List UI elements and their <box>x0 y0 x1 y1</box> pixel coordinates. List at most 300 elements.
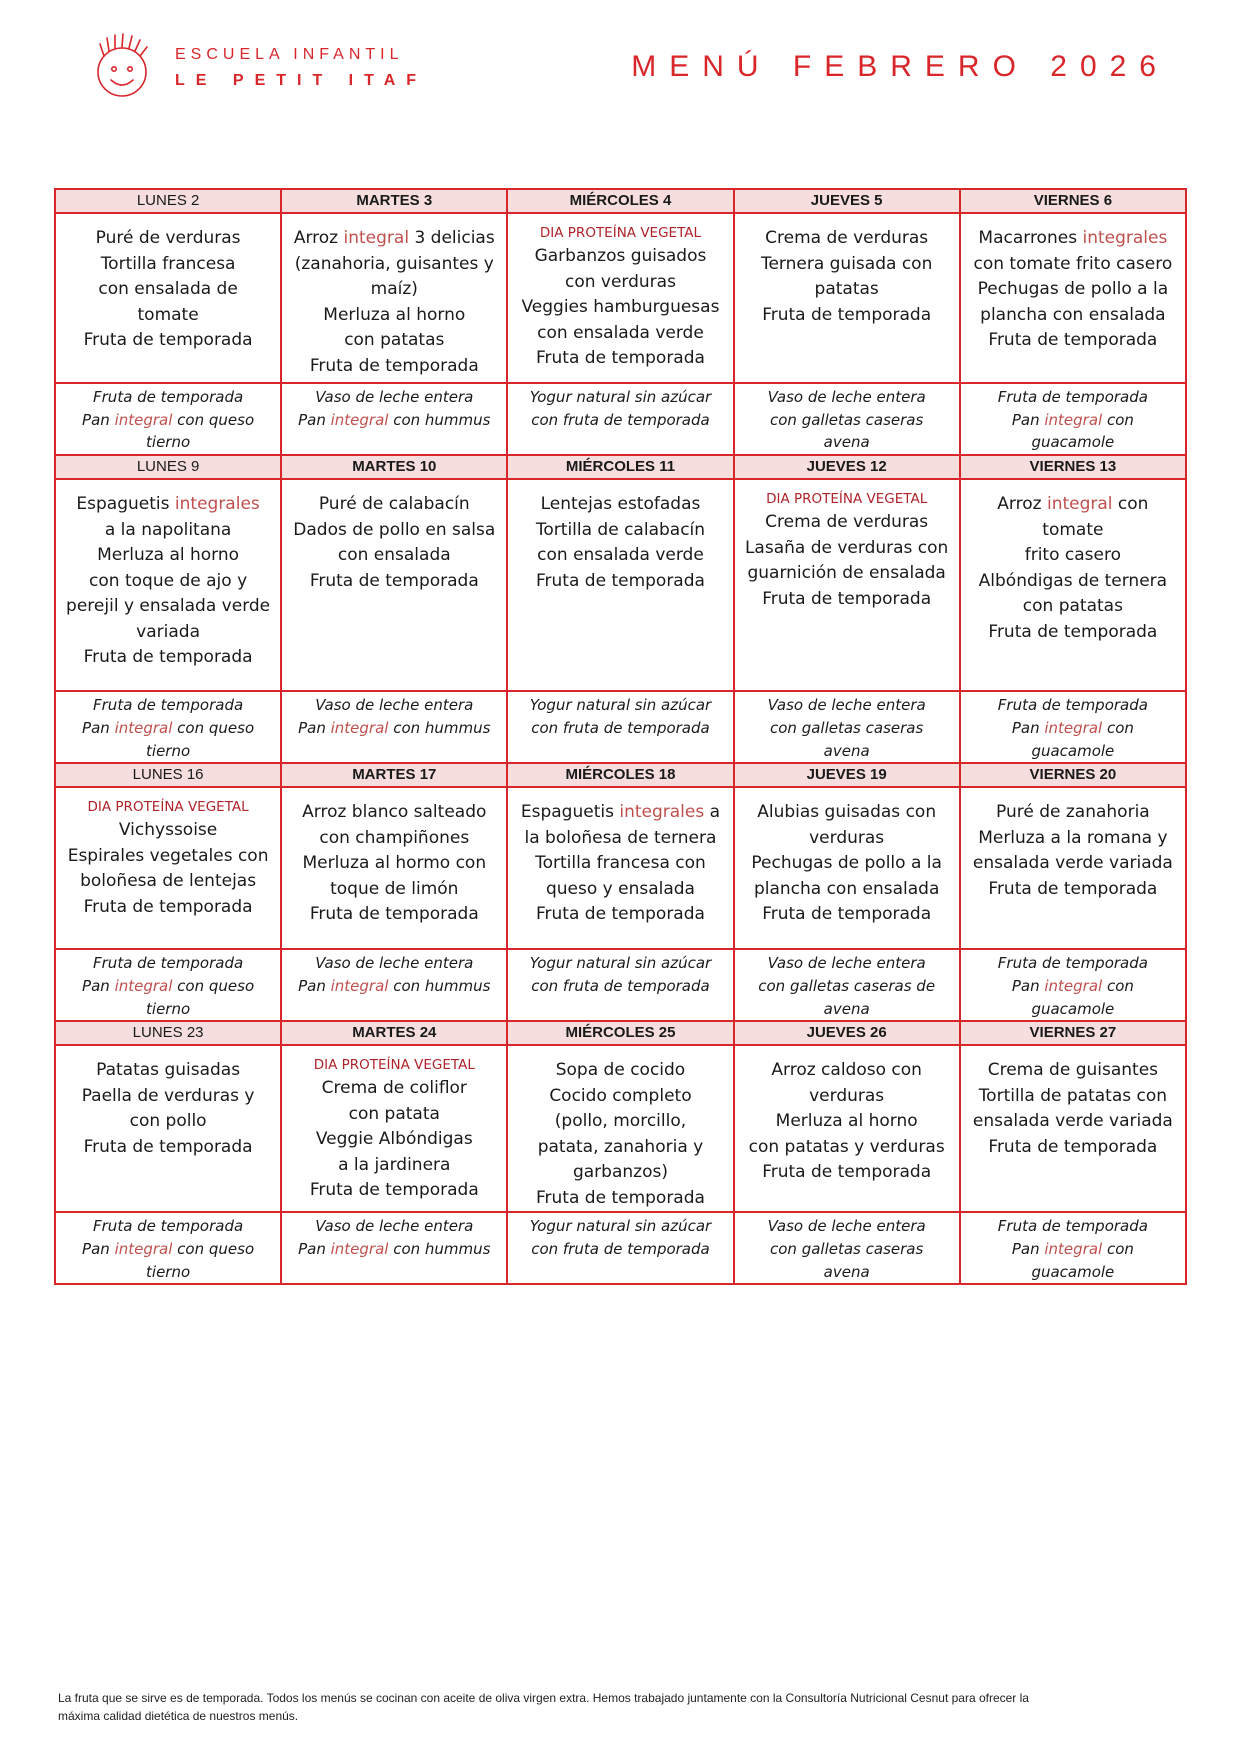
text-line <box>965 1084 1181 1110</box>
text-fragment: tierno <box>146 741 191 760</box>
text-line <box>739 1160 955 1186</box>
text-fragment: Pan <box>298 410 331 429</box>
day-label: MARTES 17 <box>281 763 507 787</box>
text-line <box>512 346 728 372</box>
child-face-icon <box>92 30 152 100</box>
text-fragment: a <box>704 802 721 823</box>
text-line <box>286 252 502 278</box>
text-line <box>965 1238 1181 1261</box>
text-fragment: avena <box>823 433 870 452</box>
text-fragment: Lentejas estofadas <box>540 494 701 515</box>
text-fragment: Fruta de temporada <box>997 1217 1148 1236</box>
text-line <box>60 645 276 671</box>
lunch-cell <box>281 1045 507 1212</box>
text-fragment: con <box>1102 410 1134 429</box>
text-fragment: Fruta de temporada <box>83 330 253 350</box>
text-fragment: Fruta de temporada <box>309 355 479 376</box>
lunch-cell <box>507 787 733 949</box>
text-fragment: Vaso de leche entera <box>767 1217 926 1236</box>
text-fragment: avena <box>823 741 870 760</box>
text-line <box>739 510 955 536</box>
day-label: JUEVES 26 <box>734 1021 960 1045</box>
text-line <box>60 569 276 595</box>
text-line <box>60 303 276 329</box>
text-line <box>739 877 955 903</box>
text-line <box>739 1058 955 1084</box>
text-fragment: Fruta de temporada <box>309 904 479 925</box>
text-fragment: Fruta de temporada <box>997 388 1148 406</box>
text-fragment: Vaso de leche entera <box>767 696 926 715</box>
text-line <box>512 1109 728 1135</box>
text-line <box>739 998 955 1021</box>
text-fragment: Arroz caldoso con <box>771 1060 922 1081</box>
lunch-cell <box>55 479 281 691</box>
school-name <box>175 42 427 94</box>
text-fragment: Pan <box>298 718 331 737</box>
highlight-integral: integral <box>1044 718 1103 737</box>
text-fragment: Fruta de temporada <box>83 896 253 917</box>
text-line <box>512 694 728 717</box>
text-fragment: Pan <box>82 1240 115 1259</box>
text-line <box>965 386 1181 409</box>
snack-cell <box>507 1212 733 1284</box>
text-fragment: Cocido completo <box>549 1085 692 1106</box>
snack-cell <box>55 691 281 763</box>
text-line <box>965 277 1181 303</box>
text-line <box>965 620 1181 646</box>
lunch-row <box>55 213 1186 383</box>
text-line <box>965 569 1181 595</box>
text-fragment: Vaso de leche entera <box>315 696 474 715</box>
highlight-integral: integral <box>343 228 410 248</box>
text-fragment: Albóndigas de ternera <box>978 570 1168 591</box>
week-header-row <box>55 189 1186 213</box>
text-fragment: con hummus <box>388 976 491 995</box>
text-line <box>512 717 728 740</box>
text-fragment: Yogur natural sin azúcar <box>529 696 712 715</box>
snack-cell <box>281 691 507 763</box>
snack-cell <box>507 691 733 763</box>
text-line <box>965 328 1181 354</box>
text-fragment: Lasaña de verduras con <box>744 537 949 558</box>
text-line <box>60 431 276 454</box>
snack-cell <box>734 691 960 763</box>
text-line <box>286 1238 502 1261</box>
lunch-cell <box>281 787 507 949</box>
text-line <box>512 1084 728 1110</box>
text-line <box>60 869 276 895</box>
text-fragment: Arroz <box>293 228 344 248</box>
highlight-integral: integrales <box>619 802 705 823</box>
text-line <box>286 1076 502 1102</box>
week-header-row <box>55 1021 1186 1045</box>
text-line <box>965 717 1181 740</box>
text-fragment: Yogur natural sin azúcar <box>529 1217 712 1236</box>
text-fragment: con queso <box>172 718 255 737</box>
text-fragment: Fruta de temporada <box>536 904 705 925</box>
text-fragment: guacamole <box>1031 999 1115 1018</box>
text-line <box>60 844 276 870</box>
text-fragment: Espaguetis <box>520 802 620 823</box>
snack-cell <box>55 383 281 455</box>
footer-note <box>58 1689 1158 1725</box>
text-fragment: verduras <box>809 827 885 848</box>
text-line <box>512 321 728 347</box>
highlight-integral: integral <box>114 410 173 429</box>
text-fragment: con galletas caseras <box>770 1240 924 1259</box>
text-fragment: Fruta de temporada <box>997 954 1148 973</box>
text-fragment: Vaso de leche entera <box>767 388 926 406</box>
text-line <box>512 244 728 270</box>
day-label: LUNES 2 <box>55 189 281 213</box>
text-fragment: Fruta de temporada <box>762 1162 932 1183</box>
text-line <box>60 975 276 998</box>
text-fragment: con patata <box>348 1103 440 1124</box>
snack-cell <box>960 383 1186 455</box>
text-fragment: Pan <box>1011 718 1045 737</box>
text-line <box>512 975 728 998</box>
highlight-integral: integral <box>114 718 173 737</box>
lunch-cell <box>960 787 1186 949</box>
text-fragment: Pan <box>1011 410 1045 429</box>
footer-note-line2: máxima calidad dietética de nuestros menús. <box>58 1709 299 1723</box>
text-fragment: con champiñones <box>319 827 470 848</box>
text-line <box>286 386 502 409</box>
day-label: VIERNES 6 <box>960 189 1186 213</box>
text-line <box>512 1160 728 1186</box>
text-line <box>965 740 1181 763</box>
text-fragment: Pan <box>82 718 115 737</box>
highlight-integral: integral <box>114 1240 173 1259</box>
text-line <box>512 1215 728 1238</box>
text-line <box>512 492 728 518</box>
day-label: MIÉRCOLES 25 <box>507 1021 733 1045</box>
text-line <box>965 303 1181 329</box>
text-line <box>739 1215 955 1238</box>
text-line <box>512 902 728 928</box>
text-fragment: patatas <box>814 279 879 299</box>
text-fragment: la boloñesa de ternera <box>524 827 717 848</box>
text-fragment: guacamole <box>1031 1262 1115 1281</box>
snack-row <box>55 383 1186 455</box>
day-label: MIÉRCOLES 4 <box>507 189 733 213</box>
text-fragment: Vaso de leche entera <box>315 954 474 973</box>
text-fragment: Fruta de temporada <box>309 1180 479 1201</box>
text-fragment: con queso <box>172 976 255 995</box>
snack-cell <box>55 949 281 1021</box>
text-line <box>60 620 276 646</box>
text-fragment: Tortilla francesa con <box>535 853 706 874</box>
text-fragment: Sopa de cocido <box>555 1060 686 1081</box>
highlight-integral: integral <box>330 976 389 995</box>
text-fragment: ensalada verde variada <box>972 1111 1173 1132</box>
vegetable-protein-tag: DIA PROTEÍNA VEGETAL <box>539 225 702 241</box>
text-line <box>512 543 728 569</box>
text-fragment: a la jardinera <box>338 1154 451 1175</box>
text-line <box>965 851 1181 877</box>
snack-cell <box>281 949 507 1021</box>
text-line <box>60 518 276 544</box>
text-fragment: Crema de verduras <box>765 228 929 248</box>
text-fragment: Patatas guisadas <box>96 1060 241 1081</box>
text-line <box>286 543 502 569</box>
day-label: MIÉRCOLES 11 <box>507 455 733 479</box>
day-label: MARTES 24 <box>281 1021 507 1045</box>
text-line <box>60 1084 276 1110</box>
highlight-integral: integral <box>330 718 389 737</box>
text-fragment: verduras <box>809 1085 885 1106</box>
text-line <box>60 1238 276 1261</box>
text-fragment: guacamole <box>1031 741 1115 760</box>
text-line <box>965 826 1181 852</box>
lunch-cell <box>507 213 733 383</box>
text-fragment: Vichyssoise <box>118 820 218 841</box>
footer-note-line1: La fruta que se sirve es de temporada. Todos los menús se cocinan con aceite de oliva virgen extra. Hemos trabajado juntamente con la Consultoría Nutricional Cesnut para ofrecer la <box>58 1691 1029 1705</box>
text-line <box>739 536 955 562</box>
text-fragment: tierno <box>146 999 191 1018</box>
text-fragment: avena <box>823 1262 870 1281</box>
lunch-cell <box>507 479 733 691</box>
vegetable-protein-tag: DIA PROTEÍNA VEGETAL <box>313 1057 475 1074</box>
text-line <box>512 518 728 544</box>
text-line <box>739 1238 955 1261</box>
text-fragment: con galletas caseras <box>770 410 924 429</box>
lunch-cell <box>960 1045 1186 1212</box>
text-fragment: (pollo, morcillo, <box>554 1111 687 1132</box>
text-line <box>739 252 955 278</box>
text-line <box>512 877 728 903</box>
text-fragment: con pollo <box>129 1111 207 1132</box>
text-fragment: Veggies hamburguesas <box>521 297 720 317</box>
text-line <box>512 800 728 826</box>
text-line <box>60 1215 276 1238</box>
text-fragment: tomate <box>137 304 199 325</box>
text-line <box>512 826 728 852</box>
lunch-cell <box>281 213 507 383</box>
text-fragment: toque de limón <box>330 878 459 899</box>
text-fragment: Espirales vegetales con <box>67 845 269 866</box>
vegetable-protein-tag: DIA PROTEÍNA VEGETAL <box>766 491 928 508</box>
week-header-row <box>55 763 1186 787</box>
highlight-integral: integrales <box>1082 228 1168 248</box>
text-fragment: guacamole <box>1031 433 1115 452</box>
text-line <box>286 826 502 852</box>
text-line <box>512 1186 728 1212</box>
text-fragment: con toque de ajo y <box>89 570 248 591</box>
text-fragment: con <box>1102 718 1134 737</box>
text-line <box>286 277 502 303</box>
lunch-cell <box>960 213 1186 383</box>
text-fragment: Fruta de temporada <box>83 1136 253 1157</box>
text-fragment: con <box>1112 494 1149 515</box>
text-line <box>286 877 502 903</box>
text-line <box>60 1058 276 1084</box>
lunch-cell <box>507 1045 733 1212</box>
text-line <box>965 518 1181 544</box>
text-fragment: boloñesa de lentejas <box>80 871 257 892</box>
highlight-integral: integral <box>330 410 389 429</box>
text-line <box>286 303 502 329</box>
text-line <box>286 409 502 432</box>
day-label: MARTES 10 <box>281 455 507 479</box>
text-fragment: (zanahoria, guisantes y <box>294 253 494 274</box>
text-line <box>286 851 502 877</box>
text-line <box>965 226 1181 252</box>
text-fragment: Crema de guisantes <box>987 1060 1159 1081</box>
text-line <box>286 902 502 928</box>
text-fragment: Espaguetis <box>76 494 175 515</box>
text-fragment: Puré de calabacín <box>318 494 470 515</box>
text-line <box>286 226 502 252</box>
text-fragment: con fruta de temporada <box>531 976 710 995</box>
text-fragment: Pan <box>82 976 115 995</box>
text-line <box>739 226 955 252</box>
highlight-integral: integral <box>1044 1240 1103 1259</box>
text-fragment: con galletas caseras de <box>758 976 936 995</box>
lunch-cell <box>734 787 960 949</box>
text-fragment: Veggie Albóndigas <box>315 1129 473 1150</box>
snack-cell <box>281 1212 507 1284</box>
text-fragment: maíz) <box>370 279 418 299</box>
text-fragment: Pechugas de pollo a la <box>977 279 1169 299</box>
text-line <box>286 694 502 717</box>
text-line <box>739 717 955 740</box>
text-fragment: Pan <box>1011 1240 1045 1259</box>
text-fragment: Merluza al horno <box>775 1111 918 1132</box>
day-label: JUEVES 12 <box>734 455 960 479</box>
text-fragment: Vaso de leche entera <box>315 388 474 406</box>
text-line <box>512 1238 728 1261</box>
text-fragment: queso y ensalada <box>545 878 695 899</box>
text-fragment: plancha con ensalada <box>980 304 1166 325</box>
text-fragment: con patatas y verduras <box>748 1136 945 1157</box>
text-fragment: Fruta de temporada <box>536 348 705 368</box>
text-fragment: frito casero <box>1024 545 1121 566</box>
text-fragment: con patatas <box>344 330 445 350</box>
text-fragment: Pan <box>1011 976 1045 995</box>
text-fragment: con <box>1102 1240 1134 1259</box>
text-line <box>60 1109 276 1135</box>
text-fragment: Vaso de leche entera <box>315 1217 474 1236</box>
text-fragment: Fruta de temporada <box>83 647 253 668</box>
day-label: MIÉRCOLES 18 <box>507 763 733 787</box>
text-line <box>739 431 955 454</box>
text-line <box>60 386 276 409</box>
text-fragment: Pan <box>298 1240 331 1259</box>
text-line <box>512 386 728 409</box>
highlight-integral: integral <box>1046 494 1113 515</box>
text-fragment: con queso <box>172 410 255 429</box>
text-line <box>286 1215 502 1238</box>
text-line <box>60 252 276 278</box>
text-line <box>739 800 955 826</box>
text-fragment: Fruta de temporada <box>309 570 479 591</box>
text-line <box>60 694 276 717</box>
text-line <box>739 740 955 763</box>
text-fragment: Arroz blanco salteado <box>302 802 487 823</box>
snack-cell <box>281 383 507 455</box>
text-fragment: ensalada verde variada <box>972 853 1173 874</box>
text-line <box>965 694 1181 717</box>
text-fragment: con ensalada de <box>98 279 238 299</box>
text-fragment: avena <box>823 999 870 1018</box>
text-line <box>286 354 502 380</box>
snack-cell <box>507 383 733 455</box>
text-line <box>965 1109 1181 1135</box>
highlight-integral: integrales <box>174 494 260 515</box>
text-line <box>739 826 955 852</box>
text-line <box>965 1215 1181 1238</box>
text-line <box>60 818 276 844</box>
text-fragment: Fruta de temporada <box>762 304 932 325</box>
text-line <box>739 851 955 877</box>
text-line <box>965 492 1181 518</box>
week-header-row <box>55 455 1186 479</box>
day-label: LUNES 9 <box>55 455 281 479</box>
text-line <box>60 594 276 620</box>
day-label: VIERNES 13 <box>960 455 1186 479</box>
highlight-integral: integral <box>1044 410 1103 429</box>
lunch-cell <box>960 479 1186 691</box>
text-fragment: con tomate frito casero <box>973 253 1173 274</box>
menu-table <box>54 188 1187 1285</box>
text-line <box>965 952 1181 975</box>
text-fragment: Tortilla de calabacín <box>535 519 706 540</box>
text-line <box>965 1135 1181 1161</box>
text-fragment: Puré de verduras <box>95 228 241 248</box>
day-label: VIERNES 27 <box>960 1021 1186 1045</box>
text-line <box>60 328 276 354</box>
text-fragment: Fruta de temporada <box>988 878 1158 899</box>
snack-cell <box>734 949 960 1021</box>
text-fragment: guarnición de ensalada <box>747 563 946 584</box>
vegetable-protein-tag: DIA PROTEÍNA VEGETAL <box>87 799 249 816</box>
text-fragment: Fruta de temporada <box>536 1187 705 1208</box>
text-line <box>965 252 1181 278</box>
text-fragment: Arroz <box>997 494 1047 515</box>
lunch-cell <box>281 479 507 691</box>
text-fragment: Merluza a la romana y <box>978 827 1168 848</box>
text-fragment: Fruta de temporada <box>988 330 1158 350</box>
text-line <box>60 998 276 1021</box>
text-line <box>965 1058 1181 1084</box>
text-line <box>512 295 728 321</box>
text-line <box>965 409 1181 432</box>
text-line <box>512 569 728 595</box>
text-fragment: 3 delicias <box>409 228 495 248</box>
text-line <box>286 518 502 544</box>
text-fragment: con patatas <box>1022 596 1123 617</box>
text-fragment: Vaso de leche entera <box>767 954 926 973</box>
text-fragment: Fruta de temporada <box>988 621 1158 642</box>
text-line <box>965 1261 1181 1284</box>
snack-cell <box>55 1212 281 1284</box>
text-fragment: Puré de zanahoria <box>996 802 1150 823</box>
text-line <box>60 492 276 518</box>
text-line <box>965 594 1181 620</box>
snack-cell <box>960 1212 1186 1284</box>
day-label: LUNES 23 <box>55 1021 281 1045</box>
text-fragment: perejil y ensalada verde <box>66 596 271 617</box>
snack-cell <box>734 383 960 455</box>
lunch-cell <box>734 213 960 383</box>
text-fragment: Fruta de temporada <box>93 388 244 406</box>
text-line <box>512 409 728 432</box>
text-fragment: Crema de verduras <box>765 512 929 533</box>
day-label: JUEVES 5 <box>734 189 960 213</box>
snack-cell <box>960 691 1186 763</box>
text-line <box>60 740 276 763</box>
